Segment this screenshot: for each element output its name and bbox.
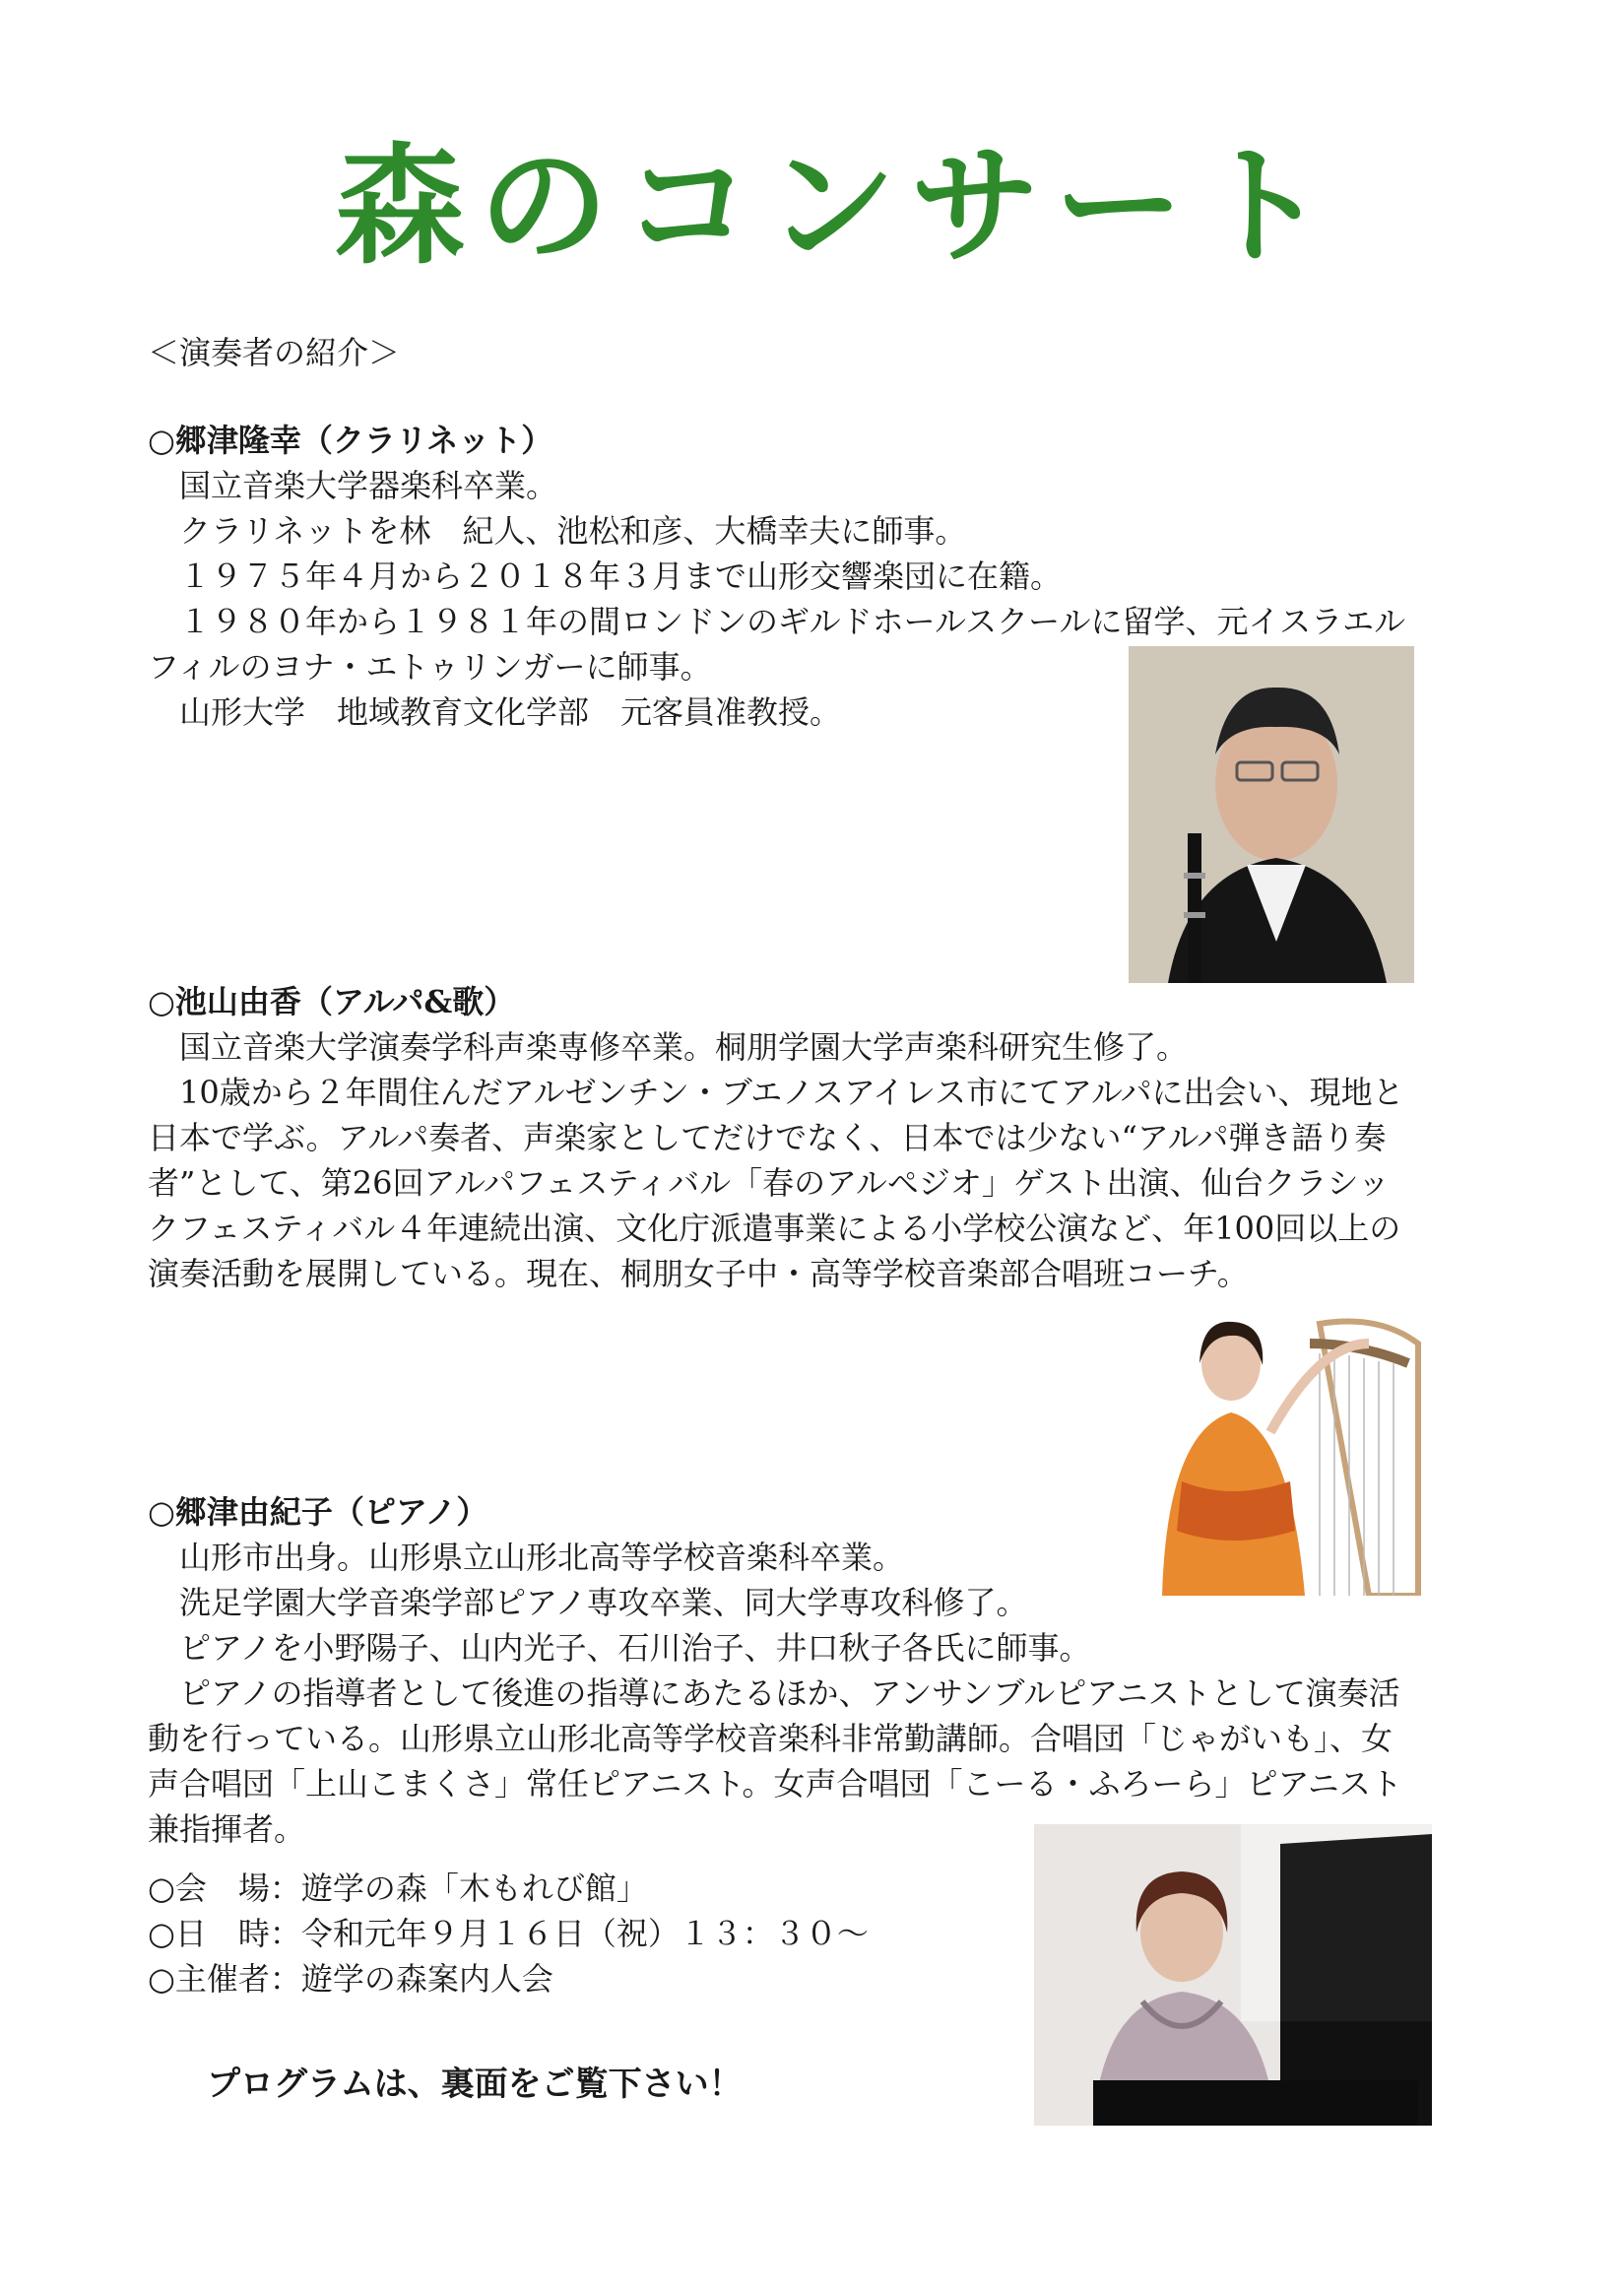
pianist-photo <box>1034 1824 1432 2126</box>
program-note: プログラムは、裏面をご覧下さい！ <box>207 2065 743 2104</box>
performer-piano <box>148 1489 1467 1852</box>
bio-line: 国立音楽大学器楽科卒業。 <box>179 467 558 504</box>
datetime-line: ○日 時：令和元年９月１６日（祝）１３：３０～ <box>148 1915 869 1952</box>
bio-line: 洗足学園大学音楽学部ピアノ専攻卒業、同大学専攻科修了。 <box>179 1584 1028 1621</box>
bio-line: クフェスティバル４年連続出演、文化庁派遣事業による小学校公演など、年100回以上の <box>148 1210 1401 1247</box>
bio-line: １９８０年から１９８１年の間ロンドンのギルドホールスクールに留学、元イスラエル <box>179 603 1406 640</box>
clarinetist-photo <box>1129 646 1414 983</box>
bio-line: ピアノの指導者として後進の指導にあたるほか、アンサンブルピアニストとして演奏活 <box>179 1674 1400 1712</box>
section-heading: ＜演奏者の紹介＞ <box>148 334 401 371</box>
bio-line: クラリネットを林 紀人、池松和彦、大橋幸夫に師事。 <box>179 512 967 550</box>
organizer-line: ○主催者：遊学の森案内人会 <box>148 1960 553 1998</box>
bio-line: フィルのヨナ・エトゥリンガーに師事。 <box>148 648 712 686</box>
bio-line: 山形大学 地域教育文化学部 元客員准教授。 <box>179 693 842 731</box>
bio-line: 国立音楽大学演奏学科声楽専修卒業。桐朋学園大学声楽科研究生修了。 <box>179 1028 1189 1066</box>
bio-line: 日本で学ぶ。アルパ奏者、声楽家としてだけでなく、日本では少ない“アルパ弾き語り奏 <box>148 1119 1387 1156</box>
bio-line: 声合唱団「上山こまくさ」常任ピアニスト。女声合唱団「こーる・ふろーら」ピアニスト <box>148 1765 1402 1803</box>
performer-harp <box>148 979 1467 1296</box>
bio-line: １９７５年４月から２０１８年３月まで山形交響楽団に在籍。 <box>179 558 1063 595</box>
page-title: 森のコンサート <box>335 131 1341 283</box>
venue-line: ○会 場：遊学の森「木もれび館」 <box>148 1870 648 1907</box>
bio-line: 演奏活動を展開している。現在、桐朋女子中・高等学校音楽部合唱班コーチ。 <box>148 1255 1249 1292</box>
performer-name: ○池山由香（アルパ&歌） <box>148 983 516 1020</box>
bio-line: 10歳から２年間住んだアルゼンチン・ブエノスアイレス市にてアルパに出会い、現地と <box>179 1074 1404 1111</box>
bio-line: ピアノを小野陽子、山内光子、石川治子、井口秋子各氏に師事。 <box>179 1629 1091 1667</box>
bio-line: 者”として、第26回アルパフェスティバル「春のアルペジオ」ゲスト出演、仙台クラシッ <box>148 1164 1390 1202</box>
bio-line: 山形市出身。山形県立山形北高等学校音楽科卒業。 <box>179 1539 905 1576</box>
performer-name: ○郷津隆幸（クラリネット） <box>148 422 553 459</box>
performer-name: ○郷津由紀子（ピアノ） <box>148 1493 488 1531</box>
bio-line: 兼指揮者。 <box>148 1810 306 1848</box>
bio-line: 動を行っている。山形県立山形北高等学校音楽科非常勤講師。合唱団「じゃがいも」、女 <box>148 1720 1394 1757</box>
